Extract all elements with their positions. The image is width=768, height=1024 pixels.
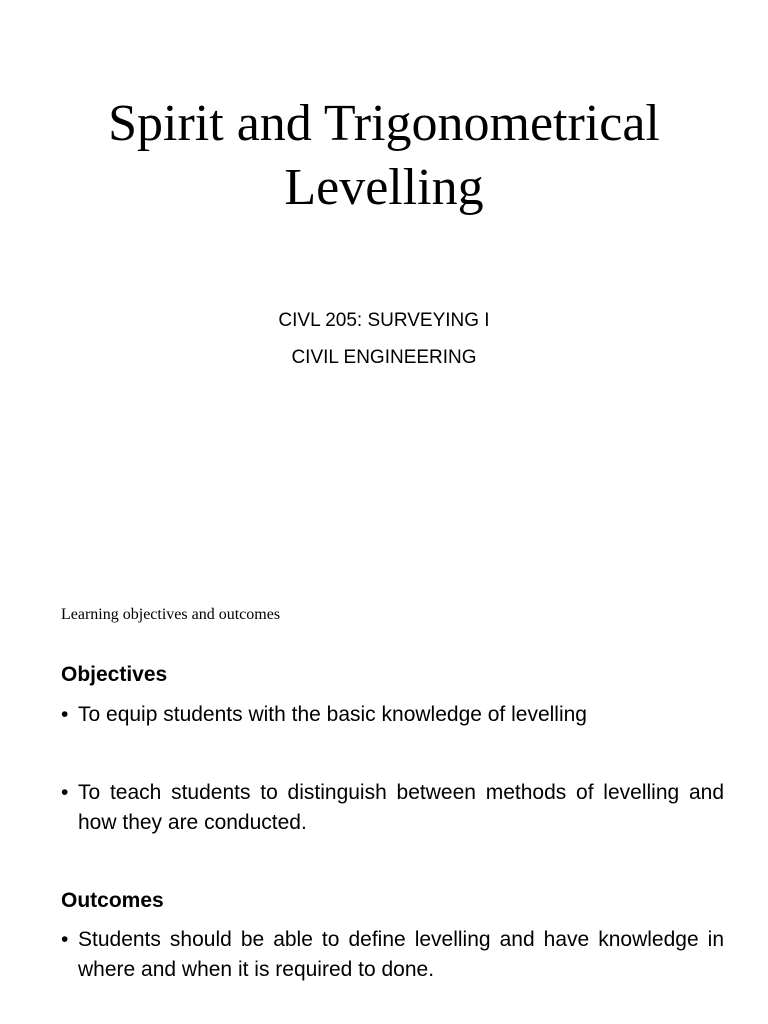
section-heading: Learning objectives and outcomes — [61, 606, 281, 623]
objective-item-1 — [61, 700, 724, 730]
title-line-2: Levelling — [284, 159, 484, 216]
outcomes-heading: Outcomes — [61, 889, 164, 912]
objective-text-1: To equip students with the basic knowledge of levelling — [78, 703, 587, 726]
course-code: CIVL 205: SURVEYING I — [278, 310, 490, 331]
outcome-item-1 — [61, 925, 724, 985]
bullet-icon: • — [61, 928, 69, 951]
objectives-heading: Objectives — [61, 663, 168, 686]
department-name: CIVIL ENGINEERING — [291, 347, 477, 368]
outcome-text-1: Students should be able to define levelling and have knowledge in where and when it is required to done. — [78, 928, 724, 981]
bullet-icon: • — [61, 703, 69, 726]
objective-text-2: To teach students to distinguish between methods of levelling and how they are conducted. — [78, 781, 724, 834]
objective-item-2 — [61, 778, 724, 838]
title-line-1: Spirit and Trigonometrical — [108, 95, 660, 152]
page-title — [40, 92, 728, 220]
bullet-icon: • — [61, 781, 69, 804]
